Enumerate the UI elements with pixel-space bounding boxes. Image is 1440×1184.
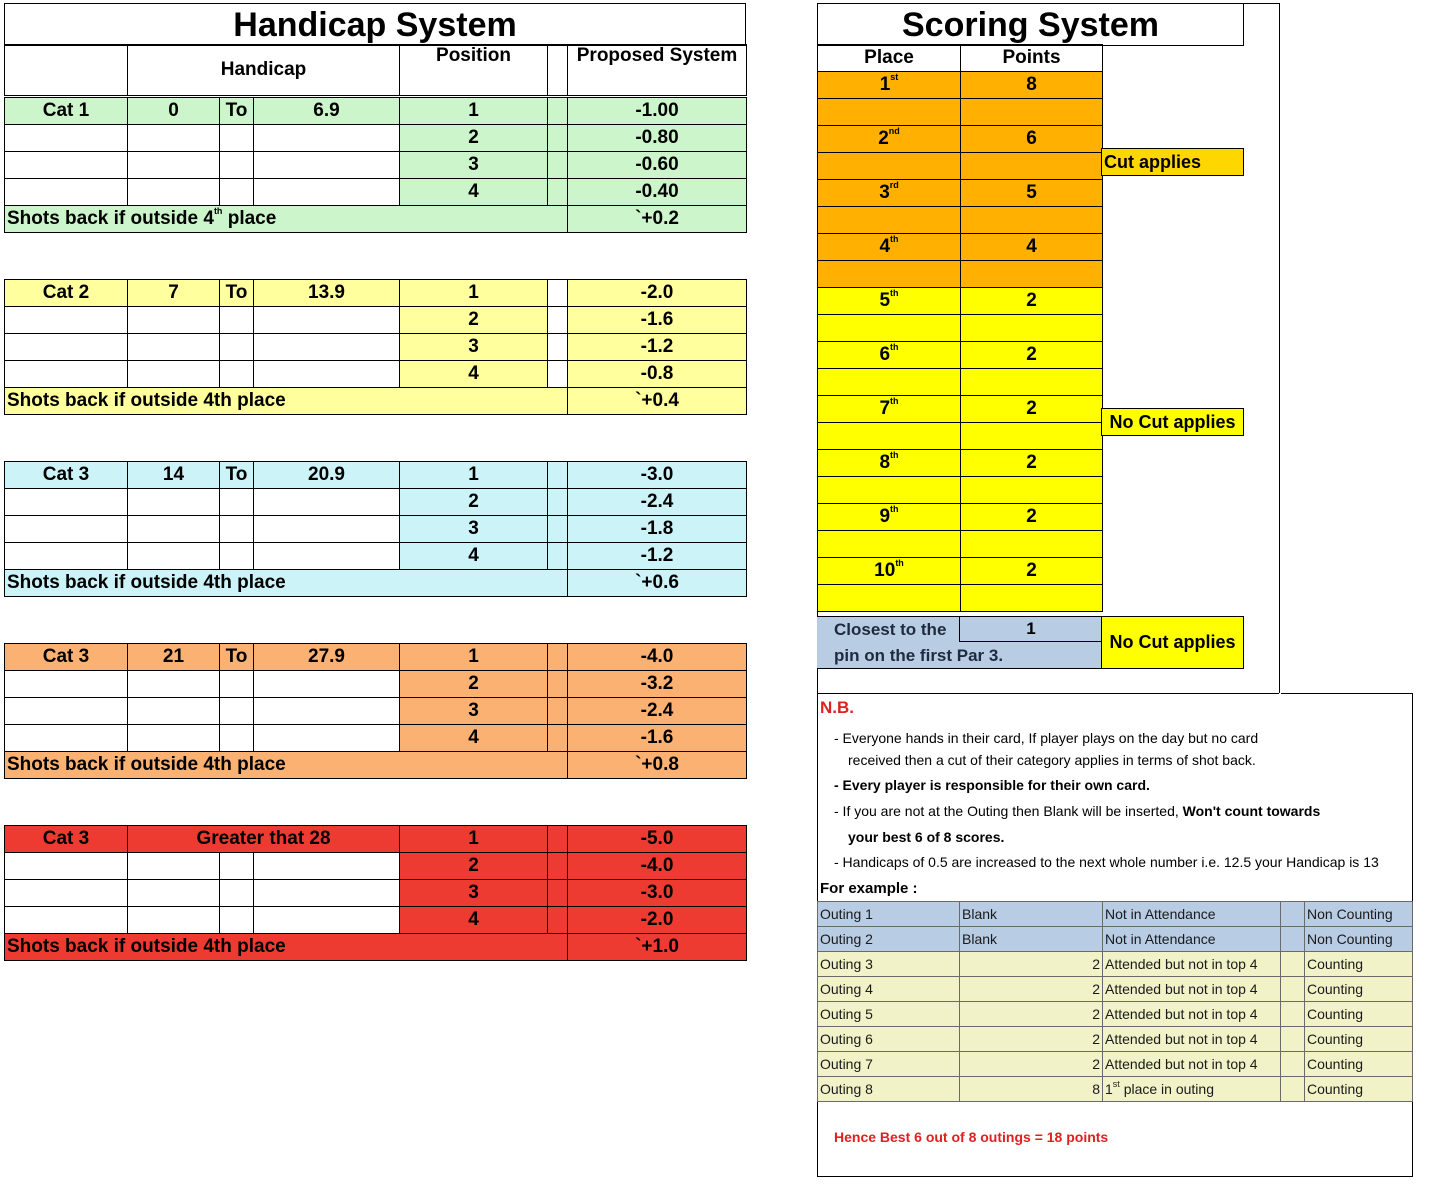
nb-line1a: - Everyone hands in their card, If player plays on the day but no card — [834, 730, 1259, 746]
outing-status: Not in Attendance — [1103, 902, 1281, 927]
place-cell — [818, 180, 961, 207]
position-cell: 2 — [400, 307, 548, 334]
category-row — [5, 361, 747, 388]
position-cell: 3 — [400, 152, 548, 179]
place-sup: th — [890, 342, 899, 352]
place-cell — [818, 342, 961, 369]
category-row — [5, 725, 747, 752]
proposed-value: -1.00 — [568, 98, 747, 125]
nb-line3 — [834, 803, 1320, 819]
outing-row — [818, 1027, 1413, 1052]
outing-score: 2 — [960, 1052, 1103, 1077]
category-from: 7 — [128, 280, 220, 307]
shots-back-value: `+0.8 — [568, 752, 747, 779]
outing-row — [818, 1052, 1413, 1077]
col-position: Position — [400, 45, 548, 96]
outing-counting: Counting — [1305, 977, 1413, 1002]
proposed-value: -4.0 — [568, 853, 747, 880]
place-row — [818, 288, 1103, 315]
category-row — [5, 179, 747, 206]
place-sup: nd — [888, 126, 900, 136]
proposed-value: -3.2 — [568, 671, 747, 698]
position-cell: 3 — [400, 516, 548, 543]
place-sup: th — [890, 396, 899, 406]
position-cell: 2 — [400, 853, 548, 880]
outing-counting: Counting — [1305, 1052, 1413, 1077]
category-block — [4, 825, 747, 961]
outing-score: Blank — [960, 902, 1103, 927]
place-row — [818, 126, 1103, 153]
points-cell: 2 — [961, 504, 1103, 531]
outing-row — [818, 927, 1413, 952]
outing-score: 2 — [960, 952, 1103, 977]
proposed-value: -1.6 — [568, 725, 747, 752]
proposed-value: -1.6 — [568, 307, 747, 334]
category-row — [5, 671, 747, 698]
shots-back-label: Shots back if outside 4th place — [5, 752, 568, 779]
shots-back-sup: th — [213, 206, 223, 216]
place-number: 9 — [879, 506, 891, 527]
category-name: Cat 3 — [5, 462, 128, 489]
scoring-table — [817, 44, 1103, 612]
place-number: 3 — [879, 182, 890, 203]
position-cell: 4 — [400, 907, 548, 934]
outing-counting: Non Counting — [1305, 927, 1413, 952]
place-number: 10 — [874, 560, 896, 581]
place-cell — [818, 558, 961, 585]
nb-line3c: your best 6 of 8 scores. — [848, 829, 1005, 845]
place-cell — [818, 126, 961, 153]
proposed-value: -2.0 — [568, 907, 747, 934]
outing-status — [1103, 1077, 1281, 1102]
place-number: 1 — [879, 74, 891, 95]
cut-applies-label: Cut applies — [1101, 148, 1244, 176]
points-cell: 2 — [961, 558, 1103, 585]
shots-back-value: `+1.0 — [568, 934, 747, 961]
place-cell — [818, 396, 961, 423]
outing-score: 2 — [960, 977, 1103, 1002]
outing-row — [818, 902, 1413, 927]
outing-status: Attended but not in top 4 — [1103, 1052, 1281, 1077]
category-to: 20.9 — [254, 462, 400, 489]
outings-table — [817, 901, 1413, 1102]
shots-back-value: `+0.2 — [568, 206, 747, 233]
shots-back-label: Shots back if outside 4th place — [5, 388, 568, 415]
proposed-value: -3.0 — [568, 880, 747, 907]
col-proposed-system: Proposed System — [568, 45, 747, 96]
shots-back-label — [5, 206, 568, 233]
category-to: 27.9 — [254, 644, 400, 671]
position-cell: 1 — [400, 280, 548, 307]
hence-summary: Hence Best 6 out of 8 outings = 18 points — [834, 1129, 1109, 1145]
points-cell: 2 — [961, 342, 1103, 369]
place-sup: th — [890, 504, 899, 514]
proposed-value: -0.8 — [568, 361, 747, 388]
outing-row — [818, 1077, 1413, 1102]
outing-score: 8 — [960, 1077, 1103, 1102]
proposed-value: -2.4 — [568, 489, 747, 516]
place-row — [818, 342, 1103, 369]
col-points: Points — [961, 45, 1103, 72]
outing-name: Outing 4 — [818, 977, 960, 1002]
handicap-title: Handicap System — [4, 3, 746, 46]
outing-status: Attended but not in top 4 — [1103, 952, 1281, 977]
proposed-value: -1.8 — [568, 516, 747, 543]
shots-back-tail: place — [222, 208, 277, 229]
position-cell: 1 — [400, 826, 548, 853]
category-row — [5, 698, 747, 725]
place-sup: th — [890, 450, 899, 460]
position-cell: 1 — [400, 644, 548, 671]
shots-back-value: `+0.6 — [568, 570, 747, 597]
outing-score: 2 — [960, 1002, 1103, 1027]
category-row — [5, 907, 747, 934]
shots-back-label: Shots back if outside 4th place — [5, 570, 568, 597]
category-name: Cat 3 — [5, 826, 128, 853]
outing-name: Outing 6 — [818, 1027, 960, 1052]
place-cell — [818, 450, 961, 477]
category-row — [5, 489, 747, 516]
outing-name: Outing 1 — [818, 902, 960, 927]
place-row — [818, 450, 1103, 477]
handicap-header-table — [4, 44, 747, 96]
position-cell: 2 — [400, 671, 548, 698]
category-to-label: To — [220, 280, 254, 307]
nb-line3b: Won't count towards — [1182, 803, 1321, 819]
outing-score: 2 — [960, 1027, 1103, 1052]
proposed-value: -1.2 — [568, 334, 747, 361]
nb-line3a: - If you are not at the Outing then Blank will be inserted, — [834, 803, 1183, 819]
category-to: 13.9 — [254, 280, 400, 307]
category-row — [5, 516, 747, 543]
category-row — [5, 826, 747, 853]
category-row — [5, 543, 747, 570]
category-to: 6.9 — [254, 98, 400, 125]
category-row — [5, 644, 747, 671]
outing-status: Not in Attendance — [1103, 927, 1281, 952]
category-from: 0 — [128, 98, 220, 125]
position-cell: 1 — [400, 98, 548, 125]
category-to-label: To — [220, 644, 254, 671]
nb-line4: - Handicaps of 0.5 are increased to the next whole number i.e. 12.5 your Handicap is 13 — [834, 854, 1379, 870]
position-cell: 3 — [400, 880, 548, 907]
proposed-value: -3.0 — [568, 462, 747, 489]
status-sup: st — [1112, 1079, 1120, 1089]
shots-back-value: `+0.4 — [568, 388, 747, 415]
category-name: Cat 3 — [5, 644, 128, 671]
place-sup: rd — [889, 180, 899, 190]
outing-row — [818, 952, 1413, 977]
category-block — [4, 643, 747, 779]
position-cell: 4 — [400, 543, 548, 570]
outing-counting: Counting — [1305, 952, 1413, 977]
place-number: 4 — [879, 236, 891, 257]
place-row — [818, 558, 1103, 585]
position-cell: 4 — [400, 725, 548, 752]
place-cell — [818, 288, 961, 315]
outing-counting: Counting — [1305, 1077, 1413, 1102]
points-cell: 2 — [961, 450, 1103, 477]
proposed-value: -0.80 — [568, 125, 747, 152]
col-handicap: Handicap — [128, 45, 400, 96]
shots-back-text: Shots back if outside 4 — [7, 208, 214, 229]
category-from: 14 — [128, 462, 220, 489]
closest-line1: Closest to the — [834, 620, 947, 639]
place-sup: th — [890, 234, 899, 244]
points-cell: 4 — [961, 234, 1103, 261]
for-example-label: For example : — [820, 880, 918, 897]
place-row — [818, 234, 1103, 261]
position-cell: 2 — [400, 125, 548, 152]
category-row — [5, 125, 747, 152]
position-cell: 4 — [400, 179, 548, 206]
col-place: Place — [818, 45, 961, 72]
position-cell: 3 — [400, 698, 548, 725]
outing-status: Attended but not in top 4 — [1103, 977, 1281, 1002]
points-cell: 6 — [961, 126, 1103, 153]
category-name: Cat 1 — [5, 98, 128, 125]
outing-name: Outing 7 — [818, 1052, 960, 1077]
place-row — [818, 72, 1103, 99]
closest-points: 1 — [959, 617, 1102, 642]
position-cell: 2 — [400, 489, 548, 516]
category-row — [5, 462, 747, 489]
category-row — [5, 853, 747, 880]
place-cell — [818, 234, 961, 261]
category-row — [5, 880, 747, 907]
place-number: 5 — [879, 290, 891, 311]
place-row — [818, 504, 1103, 531]
category-block — [4, 97, 747, 233]
status-num: 1 — [1105, 1081, 1113, 1097]
outing-name: Outing 5 — [818, 1002, 960, 1027]
outing-status: Attended but not in top 4 — [1103, 1027, 1281, 1052]
points-cell: 2 — [961, 288, 1103, 315]
category-to-label: To — [220, 462, 254, 489]
place-number: 7 — [879, 398, 891, 419]
points-cell: 8 — [961, 72, 1103, 99]
place-sup: th — [895, 558, 904, 568]
category-block — [4, 461, 747, 597]
closest-no-cut-label: No Cut applies — [1101, 616, 1244, 669]
category-name: Cat 2 — [5, 280, 128, 307]
status-tail: place in outing — [1119, 1081, 1214, 1097]
place-sup: st — [890, 72, 899, 82]
nb-heading: N.B. — [820, 698, 854, 717]
category-row — [5, 334, 747, 361]
nb-line2: - Every player is responsible for their own card. — [834, 777, 1150, 793]
category-to-label: To — [220, 98, 254, 125]
category-from: 21 — [128, 644, 220, 671]
outing-counting: Counting — [1305, 1027, 1413, 1052]
scoring-title: Scoring System — [817, 3, 1244, 46]
outing-name: Outing 2 — [818, 927, 960, 952]
place-row — [818, 180, 1103, 207]
place-number: 6 — [879, 344, 891, 365]
outing-row — [818, 977, 1413, 1002]
category-row — [5, 307, 747, 334]
points-cell: 5 — [961, 180, 1103, 207]
place-row — [818, 396, 1103, 423]
proposed-value: -2.4 — [568, 698, 747, 725]
place-cell — [818, 72, 961, 99]
proposed-value: -5.0 — [568, 826, 747, 853]
outing-status: Attended but not in top 4 — [1103, 1002, 1281, 1027]
position-cell: 1 — [400, 462, 548, 489]
outing-counting: Counting — [1305, 1002, 1413, 1027]
category-row — [5, 98, 747, 125]
outing-name: Outing 3 — [818, 952, 960, 977]
proposed-value: -0.40 — [568, 179, 747, 206]
points-cell: 2 — [961, 396, 1103, 423]
place-number: 2 — [878, 128, 889, 149]
outing-score: Blank — [960, 927, 1103, 952]
place-sup: th — [890, 288, 899, 298]
no-cut-applies-label: No Cut applies — [1101, 408, 1244, 436]
category-block — [4, 279, 747, 415]
shots-back-label: Shots back if outside 4th place — [5, 934, 568, 961]
outing-row — [818, 1002, 1413, 1027]
position-cell: 3 — [400, 334, 548, 361]
category-row — [5, 280, 747, 307]
proposed-value: -0.60 — [568, 152, 747, 179]
outing-counting: Non Counting — [1305, 902, 1413, 927]
proposed-value: -4.0 — [568, 644, 747, 671]
proposed-value: -2.0 — [568, 280, 747, 307]
outing-name: Outing 8 — [818, 1077, 960, 1102]
category-row — [5, 152, 747, 179]
place-number: 8 — [879, 452, 891, 473]
place-cell — [818, 504, 961, 531]
closest-line2: pin on the first Par 3. — [834, 646, 1004, 665]
position-cell: 4 — [400, 361, 548, 388]
proposed-value: -1.2 — [568, 543, 747, 570]
nb-line1b: received then a cut of their category applies in terms of shot back. — [848, 752, 1256, 768]
category-range: Greater that 28 — [128, 826, 400, 853]
